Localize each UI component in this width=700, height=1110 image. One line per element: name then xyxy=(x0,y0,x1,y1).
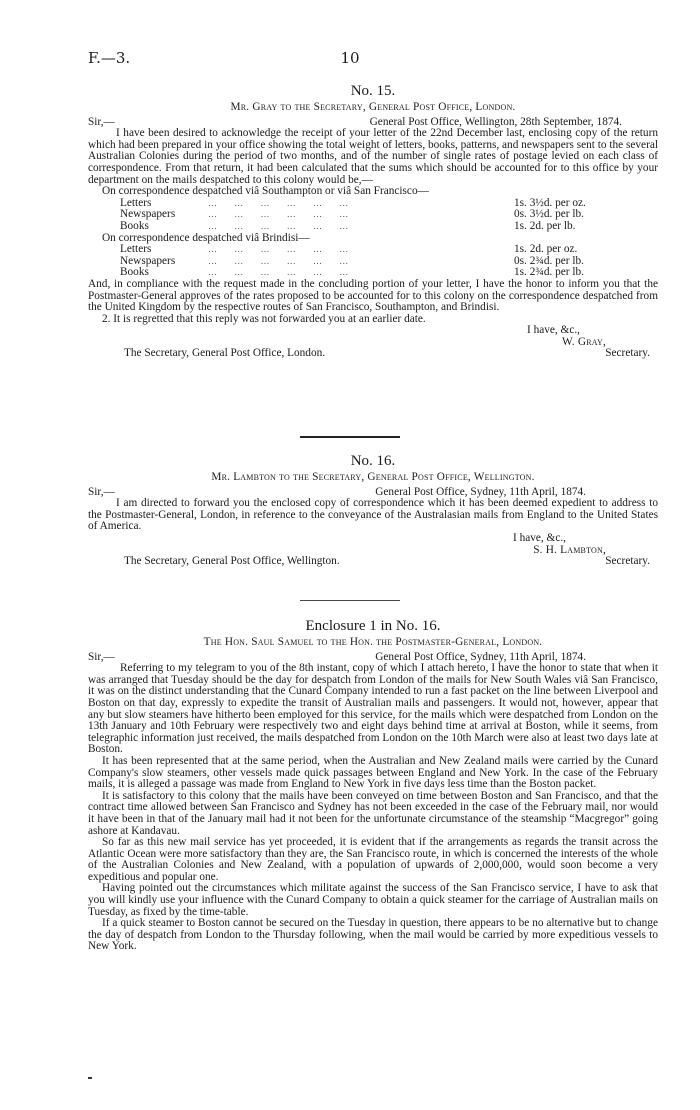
letter-16 xyxy=(88,452,658,568)
section-divider xyxy=(300,436,400,438)
enclosure-salutation: Sir,— xyxy=(88,650,115,663)
enclosure-paragraph: It has been represented that at the same period, when the Australian and New Zealand mails were carried by the Cunard Company's slow steamers, other vessels made quick passages between England and New York. In the case of the February mails, it is alleged a passage was made from England to New York in five days less time than the Boston packet. xyxy=(88,754,658,791)
rate-row: Books … … … … … … 1s. 2d. per lb. xyxy=(120,219,576,232)
enclosure-1 xyxy=(88,617,658,953)
rate-row: Books … … … … … … 1s. 2¾d. per lb. xyxy=(120,266,584,279)
letter-15-sign-title: Secretary. xyxy=(605,347,650,360)
letter-16-paragraph-1: I am directed to forward you the enclosed copy of correspondence which it has been deemed expedient to address to the Postmaster-General, London, in reference to the conveyance of the Australasian mails from England to the United States of America. xyxy=(88,497,658,533)
letter-15-subtitle: Mr. Gray to the Secretary, General Post Office, London. xyxy=(230,101,516,113)
enclosure-dateline: General Post Office, Sydney, 11th April, 1874. xyxy=(375,650,586,663)
enclosure-paragraph: Referring to my telegram to you of the 8th instant, copy of which I attach hereto, I have the honor to state that when it was arranged that Tuesday should be the day for despatch from London of the mails for New South Wales viâ San Francisco, it was on the distinct understanding that the Cunard Company intended to run a fast packet on the line between Liverpool and Boston on that day, expressly to expedite the transit of Australian mails and passengers. It would not, however, appear that any but slow steamers have hitherto been employed for this service, for the mails which were despatched from London on the 13th January and 10th February were respectively two and eight days behind time at arrival at Boston, while it seems, from telegraphic information just received, the mails despatched from London on the 10th March were also at least two days late at Boston. xyxy=(88,662,658,756)
section-divider xyxy=(300,600,400,601)
letter-16-subtitle: Mr. Lambton to the Secretary, General Post Office, Wellington. xyxy=(211,471,535,483)
page-number: 10 xyxy=(340,49,360,67)
rates-group-2-heading: On correspondence despatched viâ Brindisi— xyxy=(102,231,310,244)
letter-16-addressee: The Secretary, General Post Office, Wellington. xyxy=(124,555,340,568)
letter-16-title: No. 16. xyxy=(350,453,396,469)
letter-15-dateline: General Post Office, Wellington, 28th September, 1874. xyxy=(369,115,622,128)
enclosure-title: Enclosure 1 in No. 16. xyxy=(305,618,441,634)
letter-15-title: No. 15. xyxy=(350,83,396,99)
report-reference: F.—3. xyxy=(88,49,131,67)
enclosure-paragraph: So far as this new mail service has yet proceeded, it is evident that if the arrangements as regards the transit across the Atlantic Ocean were more satisfactory than they are, the San Francisco route, in which is concerned the interests of the whole of the Australian Colonies and New Zealand, with a population of upwards of 2,000,000, would soon become a very expeditious and popular one. xyxy=(88,836,658,883)
letter-16-sign-title: Secretary. xyxy=(605,555,650,568)
rate-row: Newspapers … … … … … … 0s. 3½d. per lb. xyxy=(120,208,584,221)
rate-row: Letters … … … … … … 1s. 2d. per oz. xyxy=(120,243,578,256)
enclosure-subtitle: The Hon. Saul Samuel to the Hon. the Postmaster-General, London. xyxy=(203,636,543,648)
letter-15-addressee: The Secretary, General Post Office, London. xyxy=(124,347,326,360)
enclosure-paragraph: If a quick steamer to Boston cannot be secured on the Tuesday in question, there appears to be no alternative but to change the day of despatch from London to the Thursday following, when the mail would be carried by more expeditious vessels to New York. xyxy=(88,917,658,953)
enclosure-paragraph: Having pointed out the circumstances which militate against the success of the San Francisco service, I have to ask that you will kindly use your influence with the Cunard Company to obtain a quick steamer for the carriage of Australian mails on Tuesday, as fixed by the time-table. xyxy=(88,882,658,918)
letter-15 xyxy=(88,82,658,360)
letter-15-paragraph-1: I have been desired to acknowledge the receipt of your letter of the 22nd December last, enclosing copy of the return which had been prepared in your office showing the total weight of letters, books, patterns, and newspapers sent to the several Australian Colonies during the period of two months, and of the number of single rates of postage levied on each class of correspondence. From that return, it had been calculated that the sums which should be accounted for to this office by your department on the mails despatched to this colony would be,— xyxy=(88,127,658,186)
rate-row: Newspapers … … … … … … 0s. 2¾d. per lb. xyxy=(120,254,584,267)
letter-16-signature: S. H. Lambton, xyxy=(533,543,606,556)
letter-15-closing: I have, &c., xyxy=(526,324,580,337)
letter-15-signature: W. Gray, xyxy=(561,335,606,348)
rate-row: Letters … … … … … … 1s. 3½d. per oz. xyxy=(120,196,586,209)
letter-15-paragraph-3: 2. It is regretted that this reply was not forwarded you at an earlier date. xyxy=(102,312,426,325)
rates-group-1-heading: On correspondence despatched viâ Southampton or viâ San Francisco— xyxy=(102,185,429,198)
letter-15-paragraph-2: And, in compliance with the request made in the concluding portion of your letter, I have the honor to inform you that the Postmaster-General approves of the rates proposed to be accounted for to this colony on the correspondence despatched from the United Kingdom by the respective routes of San Francisco, Southampton, and Brindisi. xyxy=(88,277,658,314)
enclosure-paragraph: It is satisfactory to this colony that the mails have been conveyed on time between Boston and San Francisco, and that the contract time allowed between San Francisco and Sydney has not been exceeded in the case of the February mail, nor would it have been in that of the January mail had it not been for the unfortunate circumstance of the steamship “Macgregor” going ashore at Kandavau. xyxy=(88,789,658,837)
letter-16-salutation: Sir,— xyxy=(88,485,115,498)
margin-mark xyxy=(88,1077,92,1079)
letter-16-dateline: General Post Office, Sydney, 11th April, 1874. xyxy=(375,485,586,498)
letter-16-closing: I have, &c., xyxy=(512,531,566,544)
letter-15-salutation: Sir,— xyxy=(88,115,115,128)
